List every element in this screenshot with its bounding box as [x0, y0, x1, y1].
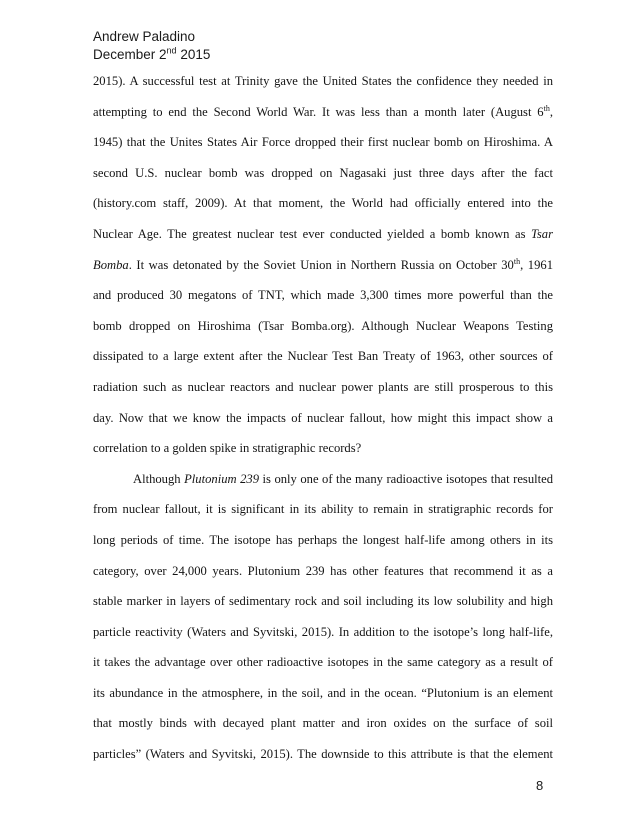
- text-run: it takes the advantage over other radioactive isotopes in the same category as a result of: [93, 655, 553, 670]
- text-run: . It was detonated by the Soviet Union in Northern Russia on October 30: [128, 257, 514, 272]
- superscript: th: [543, 103, 550, 113]
- text-line: [93, 556, 553, 587]
- text-run: (history.com staff, 2009). At that moment, the World had officially entered into the: [93, 196, 553, 211]
- text-run: dissipated to a large extent after the Nuclear Test Ban Treaty of 1963, other sources of: [93, 349, 553, 364]
- text-line: [93, 372, 553, 403]
- text-run: second U.S. nuclear bomb was dropped on Nagasaki just three days after the fact: [93, 165, 553, 180]
- text-line: [93, 66, 553, 97]
- superscript: th: [513, 256, 521, 266]
- text-run: particle reactivity (Waters and Syvitski, 2015). In addition to the isotope’s long half-life,: [93, 624, 553, 639]
- text-run: 2015). A successful test at Trinity gave the United States the confidence they needed in: [93, 74, 553, 88]
- text-line: [93, 280, 553, 311]
- text-run: ,: [549, 104, 553, 119]
- date-suffix: 2015: [176, 47, 211, 62]
- text-run: that mostly binds with decayed plant matter and iron oxides on the surface of soil: [93, 716, 553, 731]
- text-line: [93, 219, 553, 250]
- text-line: [93, 158, 553, 189]
- text-line: [93, 708, 553, 739]
- text-line: [93, 250, 553, 281]
- text-run: day. Now that we know the impacts of nuclear fallout, how might this impact show a: [93, 410, 553, 425]
- italic-text: Tsar: [531, 226, 553, 241]
- text-line: [93, 341, 553, 372]
- text-run: , 1961: [520, 257, 553, 272]
- text-line: [93, 739, 553, 770]
- text-run: category, over 24,000 years. Plutonium 239 has other features that recommend it as a: [93, 563, 553, 578]
- header-date: [93, 46, 210, 64]
- text-run: bomb dropped on Hiroshima (Tsar Bomba.org). Although Nuclear Weapons Testing: [93, 318, 553, 333]
- italic-text: Plutonium 239: [184, 471, 259, 486]
- text-line: [93, 647, 553, 678]
- text-run: long periods of time. The isotope has perhaps the longest half-life among others in its: [93, 532, 553, 547]
- text-line: [93, 433, 553, 464]
- text-line: [93, 188, 553, 219]
- text-line: [93, 464, 553, 495]
- text-run: radiation such as nuclear reactors and nuclear power plants are still prosperous to this: [93, 379, 553, 394]
- text-run: 1945) that the Unites States Air Force dropped their first nuclear bomb on Hiroshima. A: [93, 135, 553, 150]
- text-line: [93, 311, 553, 342]
- text-line: [93, 525, 553, 556]
- text-line: [93, 494, 553, 525]
- date-ordinal: nd: [166, 45, 177, 56]
- text-line: [93, 617, 553, 648]
- date-prefix: December 2: [93, 47, 167, 62]
- page-number: 8: [536, 778, 544, 793]
- text-run: Although: [133, 471, 185, 486]
- text-line: [93, 586, 553, 617]
- text-run: stable marker in layers of sedimentary rock and soil including its low solubility and high: [93, 594, 553, 609]
- author-name: Andrew Paladino: [93, 29, 196, 44]
- text-run: from nuclear fallout, it is significant in its ability to remain in stratigraphic records for: [93, 502, 553, 517]
- text-run: its abundance in the atmosphere, in the soil, and in the ocean. “Plutonium is an element: [93, 685, 553, 700]
- text-line: [93, 403, 553, 434]
- body-text: [93, 66, 553, 770]
- text-run: is only one of the many radioactive isotopes that resulted: [259, 471, 553, 486]
- page-header: [93, 28, 210, 64]
- text-run: attempting to end the Second World War. It was less than a month later (August 6: [93, 104, 544, 119]
- text-run: and produced 30 megatons of TNT, which made 3,300 times more powerful than the: [93, 288, 553, 303]
- text-line: [93, 678, 553, 709]
- text-run: particles” (Waters and Syvitski, 2015). The downside to this attribute is that the element: [93, 747, 553, 762]
- text-line: [93, 97, 553, 128]
- text-line: [93, 127, 553, 158]
- text-run: correlation to a golden spike in stratigraphic records?: [93, 441, 362, 456]
- text-run: Nuclear Age. The greatest nuclear test ever conducted yielded a bomb known as: [93, 226, 532, 241]
- italic-text: Bomba: [93, 257, 129, 272]
